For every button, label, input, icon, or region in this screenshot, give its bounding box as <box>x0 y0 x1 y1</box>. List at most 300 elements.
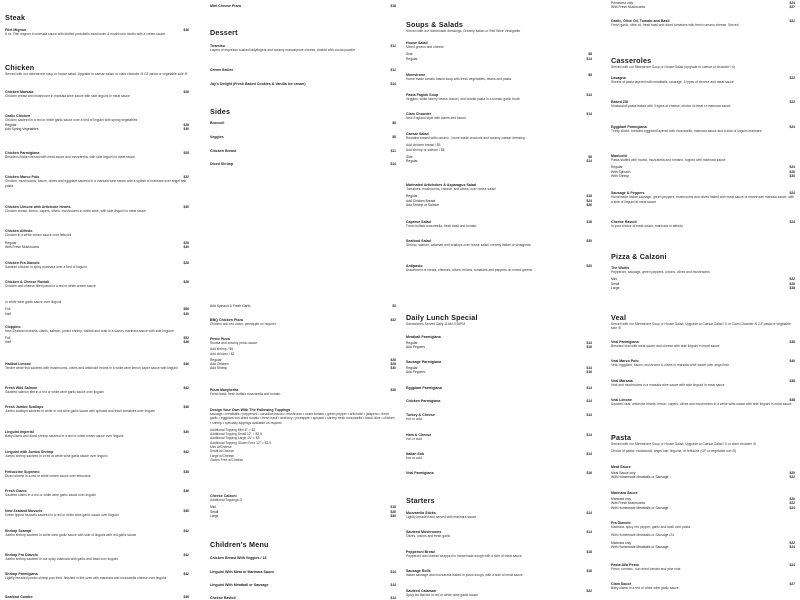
menu-item-name: Clam Sauce <box>611 582 632 586</box>
menu-item-desc: Chicken and cheese filled pasta in a red or white cream sauce <box>5 284 96 289</box>
option-price: $36 <box>183 339 189 344</box>
option-price: $28 <box>183 122 189 127</box>
option-price: $14 <box>586 341 592 345</box>
menu-item-price: $22 <box>789 76 795 80</box>
menu-item-price: $27 <box>789 582 795 586</box>
menu-item-desc: Pesto, romano , sun dried tomato and pine nuts <box>611 567 681 572</box>
menu-item-price: $14 <box>586 386 592 390</box>
menu-item-name: Linguini Imperial <box>5 430 34 434</box>
menu-item-price: $14 <box>586 413 592 417</box>
menu-item-desc: Assortment of meats, cheeses, olives, onions, tomatoes and peppers on mixed greens <box>406 268 533 273</box>
option-price: $8 <box>588 154 592 159</box>
option-label: Large <box>210 513 219 518</box>
section-desc: Served with our homemade dressings: Creamy Italian or Red Wine Vinaigrette <box>406 29 521 33</box>
menu-item-desc: Fresh buffalo mozzarella, fresh basil and tomato <box>406 224 477 229</box>
menu-item-name: Fresh Wild Salmon <box>5 386 38 390</box>
menu-item-price: $22 <box>789 100 795 104</box>
menu-item-desc: Sheets of pasta layered with meatballs, sausage, 3 types of cheese and meat sauce <box>611 80 734 85</box>
menu-item-desc: Shrimp, salmon, calamari and scallops over house salad, creamy Italian or vinaigrette <box>406 243 531 248</box>
menu-item-price: $46 <box>183 405 189 409</box>
menu-item-desc: Baby clams in a red or white wine garlic sauce <box>611 586 679 591</box>
menu-item-desc: Chicken breast, lemon, capers, olives, mushrooms in white wine, with side linguini in meat sauce <box>5 209 146 214</box>
option-label: Regular <box>5 240 17 245</box>
option-label: Regular <box>406 194 418 199</box>
menu-item-name: Chicken Parmigiana <box>5 151 40 155</box>
menu-item-price: $42 <box>183 553 189 557</box>
option-label: Regular <box>406 56 418 61</box>
menu-item-desc: Sauteed chicken in spicy marinara over a bed of linguini <box>5 265 87 270</box>
option-label: Regular <box>406 159 418 164</box>
option-price: $26 <box>789 169 795 174</box>
option-label: Small w/Cheese <box>210 449 234 454</box>
option-price: $40 <box>183 311 189 316</box>
option-label: With Homemade Meatballs or Sausage <box>611 505 669 510</box>
menu-item-price: $18 <box>586 569 592 573</box>
menu-item-desc: 8 oz. Filet mignon in marsala sauce with stuffed portobello mushroom & mushroom risotto with a cream sauce <box>5 32 166 37</box>
option-price: $26 <box>390 509 396 514</box>
menu-item-price: $8 <box>588 73 592 77</box>
menu-item-desc: In your choice of meat sauce, marinara or alfredo <box>611 224 683 229</box>
menu-item-name: Marinated Artichokes & Asparagus Salad <box>406 183 477 187</box>
menu-item-price: $42 <box>183 529 189 533</box>
option-price: $26 <box>586 202 592 207</box>
option-label: Side <box>406 154 413 159</box>
menu-column-1 <box>0 0 192 600</box>
menu-item-price: $14 <box>390 583 396 587</box>
option-label: Add Spinach & Fresh Garlic <box>210 304 251 308</box>
section-title-chicken: Chicken <box>5 63 35 72</box>
menu-item-name: Design Your Own With The Following Toppings <box>210 408 291 412</box>
menu-item-name: Fresh Jumbo Scallops <box>5 405 44 409</box>
menu-item-name: Sausage Parmigiana <box>406 360 442 364</box>
option-label: With Fresh Mushrooms <box>611 501 646 506</box>
option-price: $22 <box>789 501 795 506</box>
menu-item-name: Chicken Alfredo <box>5 229 33 233</box>
menu-item-desc: Sauteed veal, artichoke hearts, lemon, capers, olives and mushrooms in a white wine sauce with side linguini in meat sauce <box>611 402 792 407</box>
menu-item-desc: Breaded chicken breast with meat sauce and mozzarella, with side linguini in meat sauce <box>5 155 135 160</box>
menu-item-name: Chicken Parmigiana <box>406 399 441 403</box>
section-title-veal: Veal <box>611 313 627 322</box>
menu-item-name: Garlic, Olive Oil, Tomato and Basil <box>611 19 670 23</box>
option-price: $20 <box>789 471 795 475</box>
menu-item-name: Broccoli <box>210 121 225 125</box>
menu-item-price: $28 <box>183 90 189 94</box>
menu-item-name: Veal Marco Polo <box>611 359 639 363</box>
menu-item-name: Pepperoni Bread <box>406 550 435 554</box>
menu-item-name: Eggplant Parmigiana <box>611 125 647 129</box>
menu-item-desc: Lightly breaded jumbo shrimp pan fried, finished in the oven with marinara and mozzarella cheese over linguini <box>5 576 167 581</box>
menu-item-desc: Ricotta and creamy pesto sauce. <box>210 341 259 345</box>
menu-item-name: Seafood Combo <box>5 595 33 599</box>
option-label: Meat Sauce only <box>611 471 636 475</box>
menu-item-price: $26 <box>390 388 396 392</box>
menu-item-price: $24 <box>789 563 795 567</box>
menu-item-name: Sauteed Calamari <box>406 589 437 593</box>
menu-column-3 <box>404 0 592 600</box>
section-desc: Served with our Minestrone Soup or House Salad (upgrade to caesar or chowder / 6) <box>611 65 735 69</box>
menu-item-name: Caprese Salad <box>406 220 431 224</box>
menu-item-price: $18 <box>390 4 396 8</box>
menu-item-desc: Chicken in a white cream sauce over fettucini <box>5 233 72 238</box>
menu-item-desc: Green lipped mussels sauteed in a red or white wine garlic sauce over linguini <box>5 513 119 518</box>
menu-item-desc: Romaine tossed with romano , home made croutons and creamy caesar dressing <box>406 136 525 140</box>
menu-item-price: $28 <box>183 280 189 284</box>
menu-item-name: Minestrone <box>406 73 426 77</box>
menu-item-name: Antipasto <box>406 264 423 268</box>
option-price: $18 <box>586 194 592 199</box>
option-price: $16 <box>586 345 592 350</box>
menu-item-name: Caesar Salad <box>406 132 429 136</box>
menu-item-name: Garlic Chicken <box>5 114 31 118</box>
option-price: $8 <box>588 52 592 57</box>
option-price: $38 <box>789 285 795 290</box>
option-price: $24 <box>789 544 795 549</box>
menu-item-price: $14 <box>586 452 592 456</box>
menu-item-name: Chicken Marsala <box>5 90 34 94</box>
menu-item-name: Linguini With Meat or Marinara Sauce <box>210 570 275 574</box>
option-label: With Homemade Meatballs or Sausage <box>611 544 669 549</box>
menu-item-desc: Sauteed salmon filet in a red or white wine garlic sauce over linguini <box>5 390 104 395</box>
section-title-starters: Starters <box>406 496 435 505</box>
menu-item-name: Veal Parmigiana <box>406 471 434 475</box>
menu-item-name: Fettuccine Supremo <box>5 470 40 474</box>
option-label: Marinara only <box>611 540 631 545</box>
option-label: Additional Topping Gluten Free 12" = $2.5 <box>210 440 272 445</box>
menu-item-name: Eggplant Parmigiana <box>406 386 442 390</box>
menu-item-price: $42 <box>183 450 189 454</box>
menu-item-price: $38 <box>183 470 189 474</box>
menu-item-price: $46 <box>183 28 189 32</box>
option-price: $52 <box>183 335 189 340</box>
menu-item-price: $38 <box>789 340 795 344</box>
menu-item-name: Cheese Calzoni <box>210 494 237 498</box>
menu-column-2 <box>208 0 396 600</box>
option-label: Small <box>611 281 620 286</box>
menu-item-name: Cheese Ravioli <box>611 220 637 224</box>
option-price: $20 <box>789 497 795 501</box>
menu-item-price: $14 <box>390 162 396 166</box>
option-label: Add Peppers <box>406 345 426 350</box>
menu-item-desc: Baby clams and diced shrimp sauteed in a red or white cream sauce over linguini <box>5 434 124 439</box>
menu-item-name: Chicken & Cheese Ravioli <box>5 280 50 284</box>
section-title-sides: Sides <box>210 107 231 116</box>
menu-item-name: Linguini With Meatball or Sausage <box>210 583 269 587</box>
menu-item-name: Crème Brûlée <box>210 68 234 72</box>
menu-item-price: $36 <box>183 489 189 493</box>
menu-item-price: $8 <box>392 121 396 125</box>
option-label: Add Spring Vegetables <box>5 126 39 131</box>
option-price: $30 <box>183 244 189 249</box>
menu-item-price: $30 <box>183 205 189 209</box>
section-title-kids: Children's Menu <box>210 540 269 549</box>
menu-item-name: Clam Chowder <box>406 112 432 116</box>
option-price: $28 <box>390 362 396 367</box>
section-title-steak: Steak <box>5 13 26 22</box>
menu-item-name: Linguini with Jumbo Shrimp <box>5 450 54 454</box>
section-desc: Served with our Minestrone Soup or House Salad. Upgrade to Caesar Salad / 6 or Clam Chowder /6 GF pasta or vegetable side /5 <box>611 322 791 331</box>
option-price: $14 <box>586 56 592 61</box>
menu-item-price: $14 <box>586 112 592 116</box>
section-title-pizza-calzoni: Pizza & Calzoni <box>611 252 667 261</box>
menu-item-name: Lasagna <box>611 76 626 80</box>
option-price: $36 <box>390 513 396 518</box>
option-label: Regular <box>5 122 17 127</box>
menu-item-price: $22 <box>586 589 592 593</box>
menu-item-desc: Marinara, spicy red pepper, garlic and basil over pasta <box>611 525 691 529</box>
menu-item-desc: Jumbo scallops sauteed in white or red wine garlic sauce with spinach and fresh tomatoes over linguini <box>5 409 155 414</box>
menu-item-price: $28 <box>183 261 189 265</box>
option-price: $24 <box>789 1 795 5</box>
menu-item-name: Shrimp Parmigiana <box>5 572 38 576</box>
option-label: Half <box>5 339 11 344</box>
menu-item-price: $22 <box>789 19 795 23</box>
option-label: Marinara only <box>611 497 631 501</box>
menu-item-price: $24 <box>789 191 795 195</box>
menu-item-price: $14 <box>586 93 592 97</box>
menu-item-name: Pizza Margherita <box>210 388 239 392</box>
option-label: Add Chicken Breast <box>406 198 436 203</box>
option-price: $22 <box>789 277 795 282</box>
menu-item-desc: Veal and mushrooms in a marsala wine sauce with side linguini in meat sauce <box>611 383 725 388</box>
section-title-pasta: Pasta <box>611 433 632 442</box>
option-label: Additional Topping Mini 8" = $2 <box>210 427 256 432</box>
menu-item-name: Italian Sub <box>406 452 425 456</box>
option-label: With Fresh Mushrooms <box>611 5 646 10</box>
section-desc: Served with our Minestrone Soup or House Salad. Upgrade to Caesar Salad / 6 or clam chowder /6 <box>611 442 756 446</box>
option-label: Regular <box>406 341 418 345</box>
option-label: Mini <box>210 505 217 510</box>
option-price: $24 <box>586 198 592 203</box>
option-label: Large w/Cheese <box>210 453 235 458</box>
menu-item-desc: Pepperoni and cheese wrapped in homemade dough with a side of meat sauce <box>406 554 522 559</box>
menu-column-4 <box>610 0 798 600</box>
menu-item-option: Add shrimp / $5 <box>210 347 234 352</box>
menu-item-name: Fra Diavolo <box>611 521 631 525</box>
menu-item-name: Seafood Salad <box>406 239 431 243</box>
menu-item-name: Veal Limone <box>611 398 632 402</box>
menu-item-desc: Home made tomato based soup with fresh vegetables, beans and pasta <box>406 77 512 82</box>
menu-item-desc: Pepperoni, sausage, green peppers, onions, olives and mushrooms <box>611 270 710 274</box>
option-price: $30 <box>183 126 189 131</box>
menu-item-name: Ham & Cheese <box>406 433 432 437</box>
menu-item-price: $20 <box>586 264 592 268</box>
menu-item-name: Turkey & Cheese <box>406 413 435 417</box>
menu-item-name: Marinara Sauce <box>611 491 638 495</box>
menu-item-name: Meat Sauce <box>611 465 631 469</box>
menu-item-desc: Fresh basil, fresh buffalo mozzarella and tomato <box>210 392 281 397</box>
menu-item-price: $18 <box>586 220 592 224</box>
menu-item-desc: Additional Toppings /2 <box>210 498 243 502</box>
menu-item-name: Halibut Limone <box>5 362 31 366</box>
section-title-dessert: Dessert <box>210 28 238 37</box>
option-label: Primavera only <box>611 1 633 5</box>
menu-item-name: Chicken Breast <box>210 149 237 153</box>
option-label: Add Shrimp or Salmon <box>406 202 440 207</box>
menu-item-price: $36 <box>183 509 189 513</box>
menu-item-name: Chicken Breast With Veggies / 18 <box>210 556 267 560</box>
menu-item-name: Pesto Pizza <box>210 337 230 341</box>
menu-item-name: Veal Parmigiana <box>611 340 639 344</box>
menu-item-desc: Diced shrimp in a red or white cream sauce over fettuccine <box>5 474 91 479</box>
option-label: Regular <box>210 357 222 362</box>
menu-item-price: $32 <box>390 318 396 322</box>
section-note: or white wine garlic sauce over linguini <box>5 300 62 304</box>
menu-item-desc: Chicken breast and mushroom in marsala wine sauce with side linguini in meat sauce <box>5 94 130 99</box>
menu-item-price: $14 <box>586 511 592 515</box>
menu-item-desc: Chicken sauteed in a red or white garlic sauce over a bed of linguini with spring vegetables <box>5 118 138 123</box>
menu-item-name: Veal Marsala <box>611 379 633 383</box>
option-label: Full <box>5 335 11 340</box>
section-title-lunch: Daily Lunch Special <box>406 313 478 322</box>
menu-item-name: Pasta Alla Pesto <box>611 563 639 567</box>
menu-item-desc: Lightly breaded and served with marinara sauce <box>406 515 477 520</box>
option-price: $30 <box>789 173 795 178</box>
option-label: Large <box>611 285 620 290</box>
option-price: $14 <box>586 366 592 370</box>
menu-item-price: $16 <box>586 471 592 475</box>
menu-item-desc: Homemade Italian sausage, green peppers, mushrooms and olives baked with meat sauce or mushroom marsala sauce, with a side of linguini al meat sauce <box>611 195 795 204</box>
menu-item-desc: Tender white fish sauteed with mushrooms, olives and artichoke hearts in a white wine lemon caper sauce with linguini <box>5 366 178 371</box>
menu-item-desc: sausage • meatballs • pepperoni • canadian bacon • mushroom • onion tomato • green pepper • artichoke • jalapeno • fresh garlic • eggplant sun-dried tomato • fresh basil • anchovy • pineapple • spinach • shrimp fresh mozzarella • black olive • chicken • shrimp • specialty toppings available on request <box>210 412 395 425</box>
menu-item-name: Filet Mignon <box>5 28 27 32</box>
option-label: Additional Topping Small 12" = $2.5 <box>210 432 262 437</box>
menu-item-option: With Homemade Meatballs or Sausage /24 <box>611 533 674 538</box>
menu-item-name: Pasta Fagioli Soup <box>406 93 439 97</box>
menu-item-desc: Jumbo shrimp sauteed in white wine garlic sauce with side of linguini with red garlic sauce <box>5 533 137 538</box>
menu-item-price: $12 <box>390 68 396 72</box>
menu-item-desc: Hot or cold <box>406 456 422 461</box>
menu-item-name: Baked Ziti <box>611 100 629 104</box>
option-label: With Spinach <box>611 169 631 174</box>
menu-item-name: Jay's Delight (Fresh Baked Cookies & Vanilla Ice cream) <box>210 82 306 86</box>
menu-item-price: $14 <box>586 433 592 437</box>
menu-item-price: $42 <box>183 572 189 576</box>
option-price: $28 <box>789 281 795 286</box>
menu-item-name: Sausage Rolls <box>406 569 431 573</box>
menu-item-name: Sauteed Mushrooms <box>406 530 442 534</box>
option-label: Full <box>5 307 11 312</box>
menu-item-name: Cioppino <box>5 325 21 329</box>
menu-item-name: The Works <box>611 266 630 270</box>
menu-item-option: Add chicken breast / $5 <box>406 143 441 148</box>
menu-item-desc: Breaded veal with meat sauce and cheese with side linguini in meat sauce <box>611 344 720 349</box>
menu-item-price: $18 <box>586 550 592 554</box>
menu-item-price: $24 <box>789 125 795 129</box>
menu-item-desc: Fresh garlic, olive oil, fresh basil and diced tomatoes with fresh romano cheese. Served <box>611 23 739 28</box>
menu-item-name: Sausage & Peppers <box>611 191 645 195</box>
menu-item-desc: Hot or cold <box>406 437 422 442</box>
menu-item-desc: Thinly sliced, breaded eggplant layered with mozzarella, marinara sauce and a side of linguini marinara <box>611 129 762 134</box>
menu-item-price: $28 <box>183 151 189 155</box>
section-title-casseroles: Casseroles <box>611 56 652 65</box>
option-price: $56 <box>183 307 189 312</box>
option-label: Small <box>210 509 219 514</box>
menu-item-price: $32 <box>183 175 189 179</box>
option-label: With Homemade Meatballs or Sausage <box>611 475 669 480</box>
menu-item-name: Shrimp Scampi <box>5 529 32 533</box>
menu-item-price: $12 <box>390 44 396 48</box>
option-label: Regular <box>611 165 623 170</box>
option-label: Mini w/Cheese <box>210 445 232 450</box>
option-price: $28 <box>183 240 189 245</box>
menu-item-price: $46 <box>183 362 189 366</box>
menu-item-price: $8 <box>392 135 396 139</box>
menu-item-price: $38 <box>789 379 795 383</box>
menu-item-price: $14 <box>390 570 396 574</box>
menu-item-option: Add chicken / $2 <box>210 351 235 356</box>
option-label: Add Shrimp <box>210 366 228 371</box>
menu-item-price: $40 <box>183 430 189 434</box>
menu-item-desc: Hot or cold <box>406 417 422 422</box>
option-label: Half <box>5 311 11 316</box>
option-price: $27 <box>789 5 795 10</box>
menu-item-name: Manicotti <box>611 154 627 158</box>
menu-item-desc: Mixed greens and cheese <box>406 45 444 49</box>
menu-item-price: $14 <box>586 399 592 403</box>
option-price: $18 <box>390 505 396 510</box>
menu-item-name: Diced Shrimp <box>210 162 234 166</box>
option-price: $22 <box>789 540 795 545</box>
option-label: With Shrimp <box>611 173 629 178</box>
option-price: $30 <box>390 366 396 371</box>
menu-item-price: $24 <box>789 220 795 224</box>
menu-item-desc: Tomatoes, mushrooms, cheese, and olives, over house salad <box>406 187 496 191</box>
menu-item-name: Fresh Clams <box>5 489 27 493</box>
option-price: $26 <box>390 357 396 362</box>
option-label: Side <box>406 52 413 57</box>
menu-item-name: New Zealand Mussels <box>5 509 43 513</box>
menu-item-name: Shrimp Fra Diavolo <box>5 553 38 557</box>
menu-item-option: Add shrimp or salmon / $8 <box>406 147 445 152</box>
menu-item-price: $38 <box>789 398 795 402</box>
option-label: Gluten Free w/Cheese <box>210 457 243 462</box>
menu-item-desc: Chicken, mushrooms, bacon, olives and eggplant sauteed in a marsala wine sauce with a splash of marinara over angel hair pasta <box>5 179 187 188</box>
option-label: Add Chicken <box>210 362 229 367</box>
option-price: $16 <box>586 370 592 375</box>
menu-item-price: $46 <box>183 595 189 599</box>
option-label: With Fresh Mushrooms <box>5 244 40 249</box>
menu-item-desc: Spicy fra diavolo in red or white wine garlic sauce <box>406 593 479 598</box>
menu-item-price: $14 <box>586 530 592 534</box>
option-price: $14 <box>586 159 592 164</box>
menu-item-desc: Veggies, white kidney beans, bacon, and bowtie pasta in a tomato garlic broth <box>406 97 520 102</box>
menu-item-price: $40 <box>789 359 795 363</box>
option-price: $24 <box>789 165 795 170</box>
option-price: $22 <box>789 475 795 480</box>
section-title-soups-salads: Soups & Salads <box>406 20 464 29</box>
option-label: Add Peppers <box>406 370 426 375</box>
menu-item-name: BBQ Chicken Pizza <box>210 318 243 322</box>
menu-item-desc: Sauteed clams in a red or white wine garlic sauce over linguini <box>5 493 96 498</box>
menu-item-desc: Jumbo shrimp sauteed in a red or white wine garlic sauce over linguini <box>5 454 108 459</box>
section-desc: Sandwiches Served Daily 11AM-3:30PM <box>406 322 466 326</box>
option-label: Regular <box>406 366 418 370</box>
menu-item-name: Chicken Marco Polo <box>5 175 40 179</box>
menu-item-desc: Veal, eggplant, bacon, mushroom & olives in marsala wine sauce over angel hair <box>611 363 729 368</box>
menu-item-price: $11 <box>390 149 396 153</box>
menu-item-price: $14 <box>390 596 396 600</box>
menu-item-name: Chicken Fra Diavolo <box>5 261 40 265</box>
menu-item-price: $42 <box>183 386 189 390</box>
menu-item-price: $14 <box>390 82 396 86</box>
option-label: Additional Topping Large 16" = $3 <box>210 436 260 441</box>
menu-item-name: Cheese Ravioli <box>210 596 236 600</box>
menu-item-desc: Jumbo shrimp sauteed in our spicy marinara with garlic and basil over linguini <box>5 557 119 562</box>
menu-item-desc: New Zealand mussels, clams, salmon, jumbo shrimp, halibut and crab in a savory marinara sauce with side linguine <box>5 329 174 334</box>
option-label: Mini <box>611 277 618 282</box>
option-price: $24 <box>789 505 795 510</box>
menu-item-desc: Chicken and red onion, pineapple on request <box>210 322 276 327</box>
